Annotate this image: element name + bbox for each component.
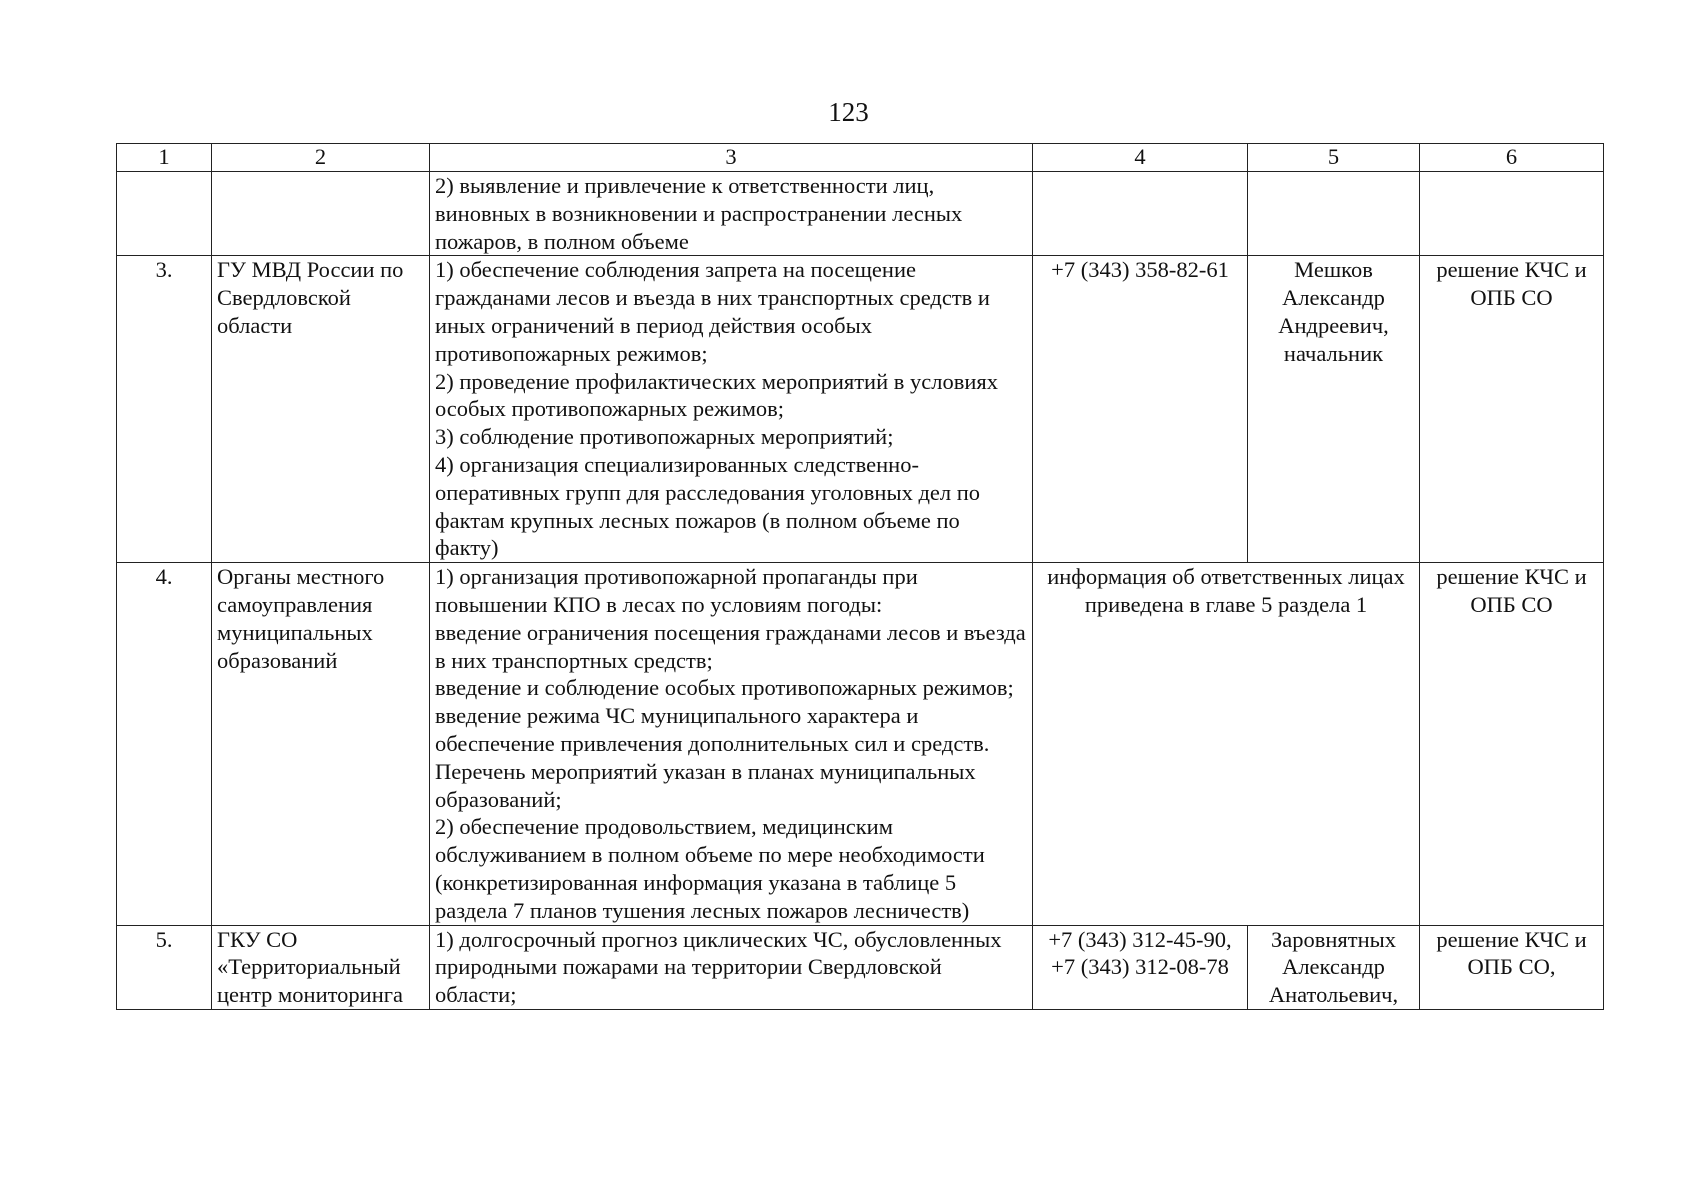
row-number: [117, 172, 212, 256]
table-row: [117, 256, 1604, 563]
column-header: 2: [212, 144, 430, 172]
person-cell: [1248, 172, 1420, 256]
measures-cell: 2) выявление и привлечение к ответственности лиц, виновных в возникновении и распространении лесных пожаров, в полном объеме: [430, 172, 1033, 256]
organization-cell: ГУ МВД России по Свердловской области: [212, 256, 430, 563]
phone-cell: [1033, 172, 1248, 256]
column-header: 1: [117, 144, 212, 172]
phone-cell: +7 (343) 358-82-61: [1033, 256, 1248, 563]
column-header: 3: [430, 144, 1033, 172]
row-number: 3.: [117, 256, 212, 563]
measures-table: [116, 143, 1604, 1010]
page-number: 123: [828, 97, 869, 127]
measures-cell: 1) долгосрочный прогноз циклических ЧС, обусловленных природными пожарами на территории Свердловской области;: [430, 925, 1033, 1009]
table-row: [117, 172, 1604, 256]
organization-cell: Органы местного самоуправления муниципальных образований: [212, 563, 430, 925]
row-number: 4.: [117, 563, 212, 925]
column-header: 6: [1420, 144, 1604, 172]
table-row: [117, 563, 1604, 925]
measures-cell: 1) организация противопожарной пропаганды при повышении КПО в лесах по условиям погоды: введение ограничения посещения гражданами лесов и въезда в них транспортных средств; введение и соблюдение особых противопожарных режимов; введение режима ЧС муниципального характера и обеспечение привлечения дополнительных сил и средств. Перечень мероприятий указан в планах муниципальных образований; 2) обеспечение продовольствием, медицинским обслуживанием в полном объеме по мере необходимости (конкретизированная информация указана в таблице 5 раздела 7 планов тушения лесных пожаров лесничеств): [430, 563, 1033, 925]
person-cell: Заровнятных Александр Анатольевич,: [1248, 925, 1420, 1009]
organization-cell: ГКУ СО «Территориальный центр мониторинга: [212, 925, 430, 1009]
table-header-row: [117, 144, 1604, 172]
table-row: [117, 925, 1604, 1009]
organization-cell: [212, 172, 430, 256]
basis-cell: решение КЧС и ОПБ СО,: [1420, 925, 1604, 1009]
column-header: 5: [1248, 144, 1420, 172]
measures-cell: 1) обеспечение соблюдения запрета на посещение гражданами лесов и въезда в них транспортных средств и иных ограничений в период действия особых противопожарных режимов; 2) проведение профилактических мероприятий в условиях особых противопожарных режимов; 3) соблюдение противопожарных мероприятий; 4) организация специализированных следственно-оперативных групп для расследования уголовных дел по фактам крупных лесных пожаров (в полном объеме по факту): [430, 256, 1033, 563]
basis-cell: решение КЧС и ОПБ СО: [1420, 563, 1604, 925]
person-cell: Мешков Александр Андреевич, начальник: [1248, 256, 1420, 563]
row-number: 5.: [117, 925, 212, 1009]
column-header: 4: [1033, 144, 1248, 172]
basis-cell: решение КЧС и ОПБ СО: [1420, 256, 1604, 563]
phone-cell: +7 (343) 312-45-90, +7 (343) 312-08-78: [1033, 925, 1248, 1009]
basis-cell: [1420, 172, 1604, 256]
contact-merged-cell: информация об ответственных лицах приведена в главе 5 раздела 1: [1033, 563, 1420, 925]
